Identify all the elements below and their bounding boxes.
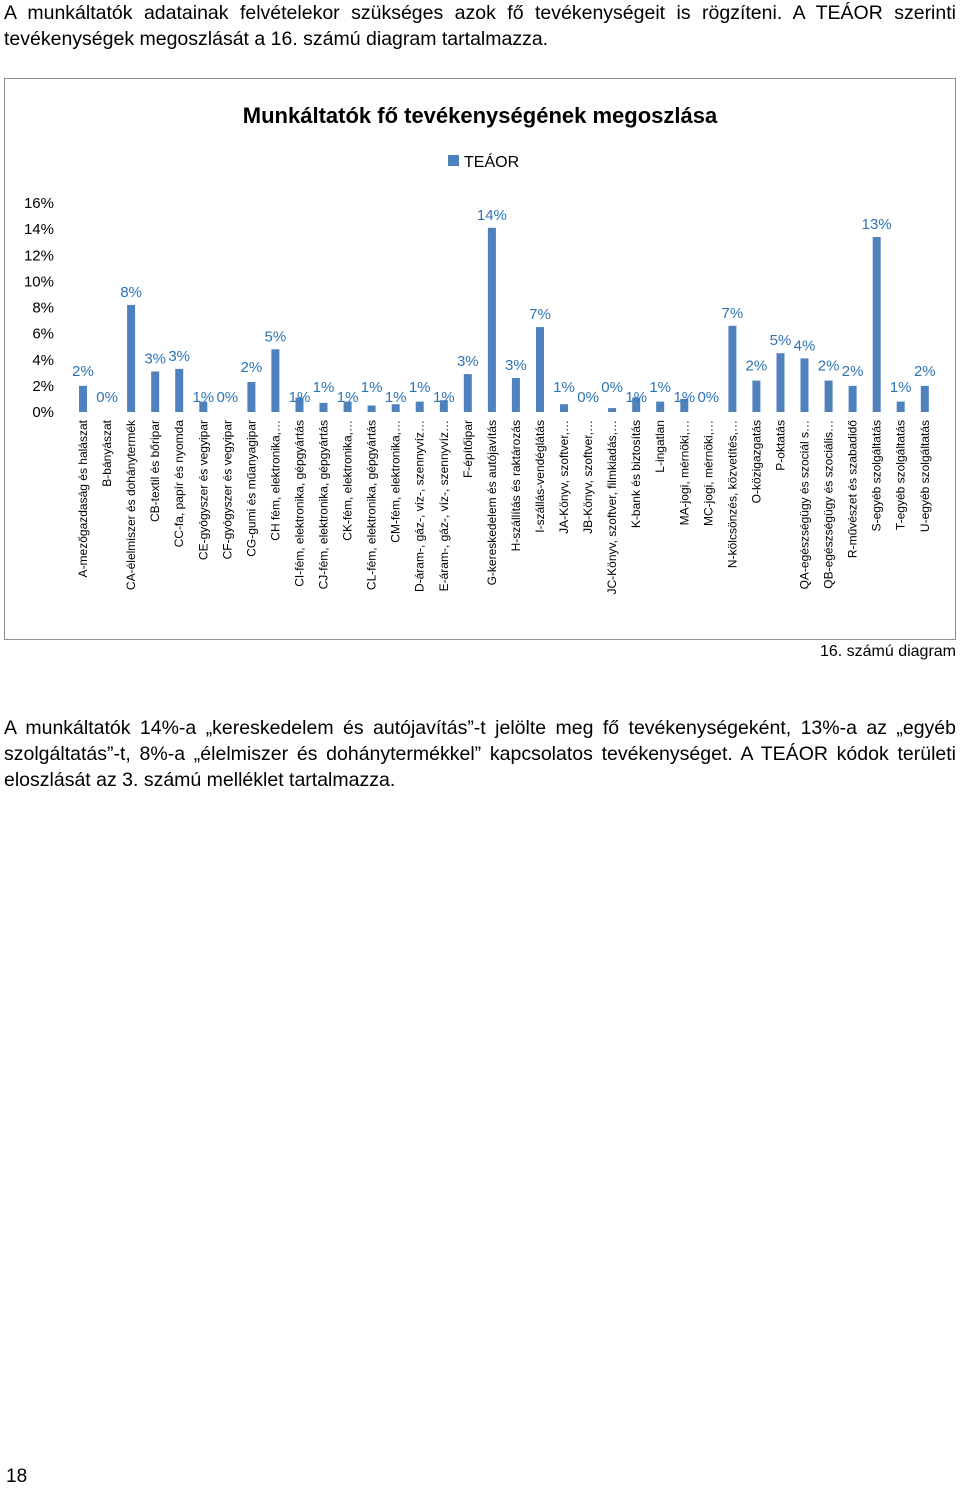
data-label: 7% [529, 306, 551, 324]
data-label: 7% [721, 304, 744, 322]
y-tick-label: 14% [23, 221, 54, 239]
data-label: 13% [861, 216, 892, 233]
bars [79, 228, 929, 412]
data-label: 1% [673, 389, 696, 406]
bar [368, 406, 376, 413]
data-label: 3% [456, 353, 479, 371]
body-paragraph: A munkáltatók 14%-a „kereskedelem és autójavítás”-t jelölte meg fő tevékenységeként, 13%-a az „egyéb szolgáltatás”-t, 8%-a „élelmiszer és dohánytermékkel” kapcsolatos tevékenységet. A TEÁOR kódok területi eloszlását az 3. számú melléklet tartalmazza. [4, 717, 956, 791]
data-label: 4% [793, 337, 816, 355]
x-tick-label: CG-gumi és műanyagipar [244, 420, 259, 557]
y-tick-label: 12% [23, 247, 54, 265]
page-number: 18 [6, 1466, 28, 1487]
bar [151, 372, 159, 413]
x-tick-label: I-szállás-vendéglátás [533, 420, 547, 533]
data-label: 2% [817, 357, 840, 375]
data-label: 1% [889, 379, 912, 396]
x-tick-label: B-bányászat [100, 420, 115, 487]
data-label: 2% [72, 362, 94, 380]
figure-caption: 16. számú diagram [819, 643, 956, 660]
bar [849, 386, 857, 412]
bar [873, 237, 881, 412]
bar [488, 228, 496, 412]
bar [752, 381, 760, 412]
data-label: 0% [601, 379, 623, 396]
x-tick-label: QB-egészségügy és szociális… [821, 420, 836, 589]
y-tick-label: 10% [23, 273, 54, 291]
x-tick-label: CB-textil és bőripar [148, 420, 163, 523]
y-tick-label: 4% [32, 351, 54, 369]
x-tick-label: MC-jogi, mérnöki,… [701, 420, 716, 527]
x-tick-label: MA-jogi, mérnöki,… [677, 420, 692, 526]
y-axis [24, 195, 54, 421]
bar [777, 353, 785, 412]
data-label: 3% [505, 357, 527, 374]
bar [656, 402, 664, 412]
data-label: 1% [408, 379, 431, 396]
data-label: 1% [312, 379, 335, 396]
x-tick-label: JA-Könyv, szoftver,… [557, 420, 571, 534]
bar-chart [5, 79, 955, 639]
bar [127, 305, 135, 412]
bar [247, 382, 255, 412]
y-tick-label: 16% [23, 195, 54, 212]
bar [897, 402, 905, 412]
intro-paragraph: A munkáltatók adatainak felvételekor szükséges azok fő tevékenységeit is rögzíteni. A TEÁOR szerinti tevékenységek megoszlását a 16. számú diagram tartalmazza. [4, 2, 956, 50]
data-label: 1% [192, 389, 215, 406]
data-label: 1% [288, 389, 311, 406]
data-label: 0% [96, 389, 118, 406]
bar [175, 369, 183, 412]
x-axis-labels [76, 419, 932, 595]
x-tick-label: R-művészet és szabadidő [845, 420, 860, 559]
x-tick-label: D-áram-, gáz-, víz-, szennyvíz… [412, 420, 427, 593]
x-tick-label: T-egyéb szolgáltatás [893, 420, 908, 531]
x-tick-label: F-építőipar [460, 420, 475, 479]
bar [320, 403, 328, 412]
data-label: 0% [577, 389, 599, 406]
data-label: 3% [168, 347, 191, 365]
y-tick-label: 8% [32, 299, 54, 317]
x-tick-label: CI-fém, elektronika, gépgyártás [292, 420, 307, 587]
x-tick-label: A-mezőgazdaság és halászat [76, 420, 90, 578]
data-label: 0% [697, 389, 720, 406]
x-tick-label: N-kölcsönzés, közvetítés,… [725, 420, 740, 569]
data-label: 5% [769, 332, 792, 350]
chart-frame [4, 78, 956, 640]
x-tick-label: CH fém, elektronika,… [268, 420, 283, 541]
data-label: 2% [745, 357, 768, 375]
bar [825, 381, 833, 412]
bar [79, 386, 87, 412]
x-tick-label: S-egyéb szolgáltatás [869, 420, 884, 532]
data-label: 2% [841, 362, 864, 380]
data-label: 8% [120, 283, 142, 301]
x-tick-label: G-kereskedelem és autójavítás [484, 420, 499, 586]
x-tick-label: CF-gyógyszer és vegyipar [220, 420, 235, 560]
x-tick-label: CM-fém, elektronika,… [388, 420, 403, 543]
x-tick-label: K-bank és biztosítás [629, 420, 644, 529]
legend-label: TEÁOR [464, 154, 520, 171]
data-label: 5% [264, 328, 287, 346]
x-tick-label: E-áram-, gáz-, víz-, szennyvíz… [436, 420, 451, 592]
x-tick-label: CE-gyógyszer és vegyipar [196, 420, 211, 561]
x-tick-label: O-közigazgatás [749, 420, 764, 504]
x-tick-label: JB-Könyv, szoftver,… [581, 420, 596, 534]
data-label: 1% [336, 389, 359, 406]
x-tick-label: CA-élelmiszer és dohánytermék [124, 420, 139, 591]
data-label: 2% [240, 359, 263, 376]
x-tick-label: CL-fém, elektronika, gépgyártás [364, 420, 379, 591]
x-tick-label: L-ingatlan [653, 420, 668, 473]
bar [560, 404, 568, 412]
x-tick-label: P-oktatás [773, 420, 788, 471]
x-tick-label: U-egyéb szolgáltatás [917, 420, 932, 533]
bar [512, 378, 520, 412]
data-label: 1% [432, 389, 455, 406]
x-tick-label: CJ-fém, elektronika, gépgyártás [316, 420, 331, 590]
data-label: 1% [553, 379, 575, 396]
bar [464, 374, 472, 412]
bar [416, 402, 424, 412]
x-tick-label: JC-Könyv, szoftver, filmkiadás,… [605, 420, 620, 595]
data-label: 1% [360, 379, 383, 396]
data-label: 1% [384, 389, 407, 406]
x-tick-label: QA-egészségügy és szociál s… [797, 420, 812, 590]
data-label: 0% [216, 389, 239, 406]
bar [271, 349, 279, 412]
y-tick-label: 0% [32, 404, 54, 421]
bar [728, 326, 736, 412]
y-tick-label: 2% [32, 377, 54, 395]
data-label: 2% [913, 362, 936, 380]
bar [608, 408, 616, 412]
data-label: 14% [476, 206, 507, 224]
bar [921, 386, 929, 412]
x-tick-label: CC-fa, papír és nyomda [172, 420, 187, 548]
data-label: 1% [625, 389, 648, 406]
data-label: 1% [649, 379, 672, 396]
x-tick-label: H-szállítás és raktározás [508, 420, 523, 552]
data-label: 3% [144, 350, 167, 368]
bar [801, 358, 809, 412]
x-tick-label: CK-fém, elektronika,… [340, 420, 355, 541]
legend-swatch [448, 155, 459, 166]
chart-title: Munkáltatók fő tevékenységének megoszlása [242, 103, 718, 128]
y-tick-label: 6% [32, 325, 54, 343]
bar [536, 327, 544, 412]
